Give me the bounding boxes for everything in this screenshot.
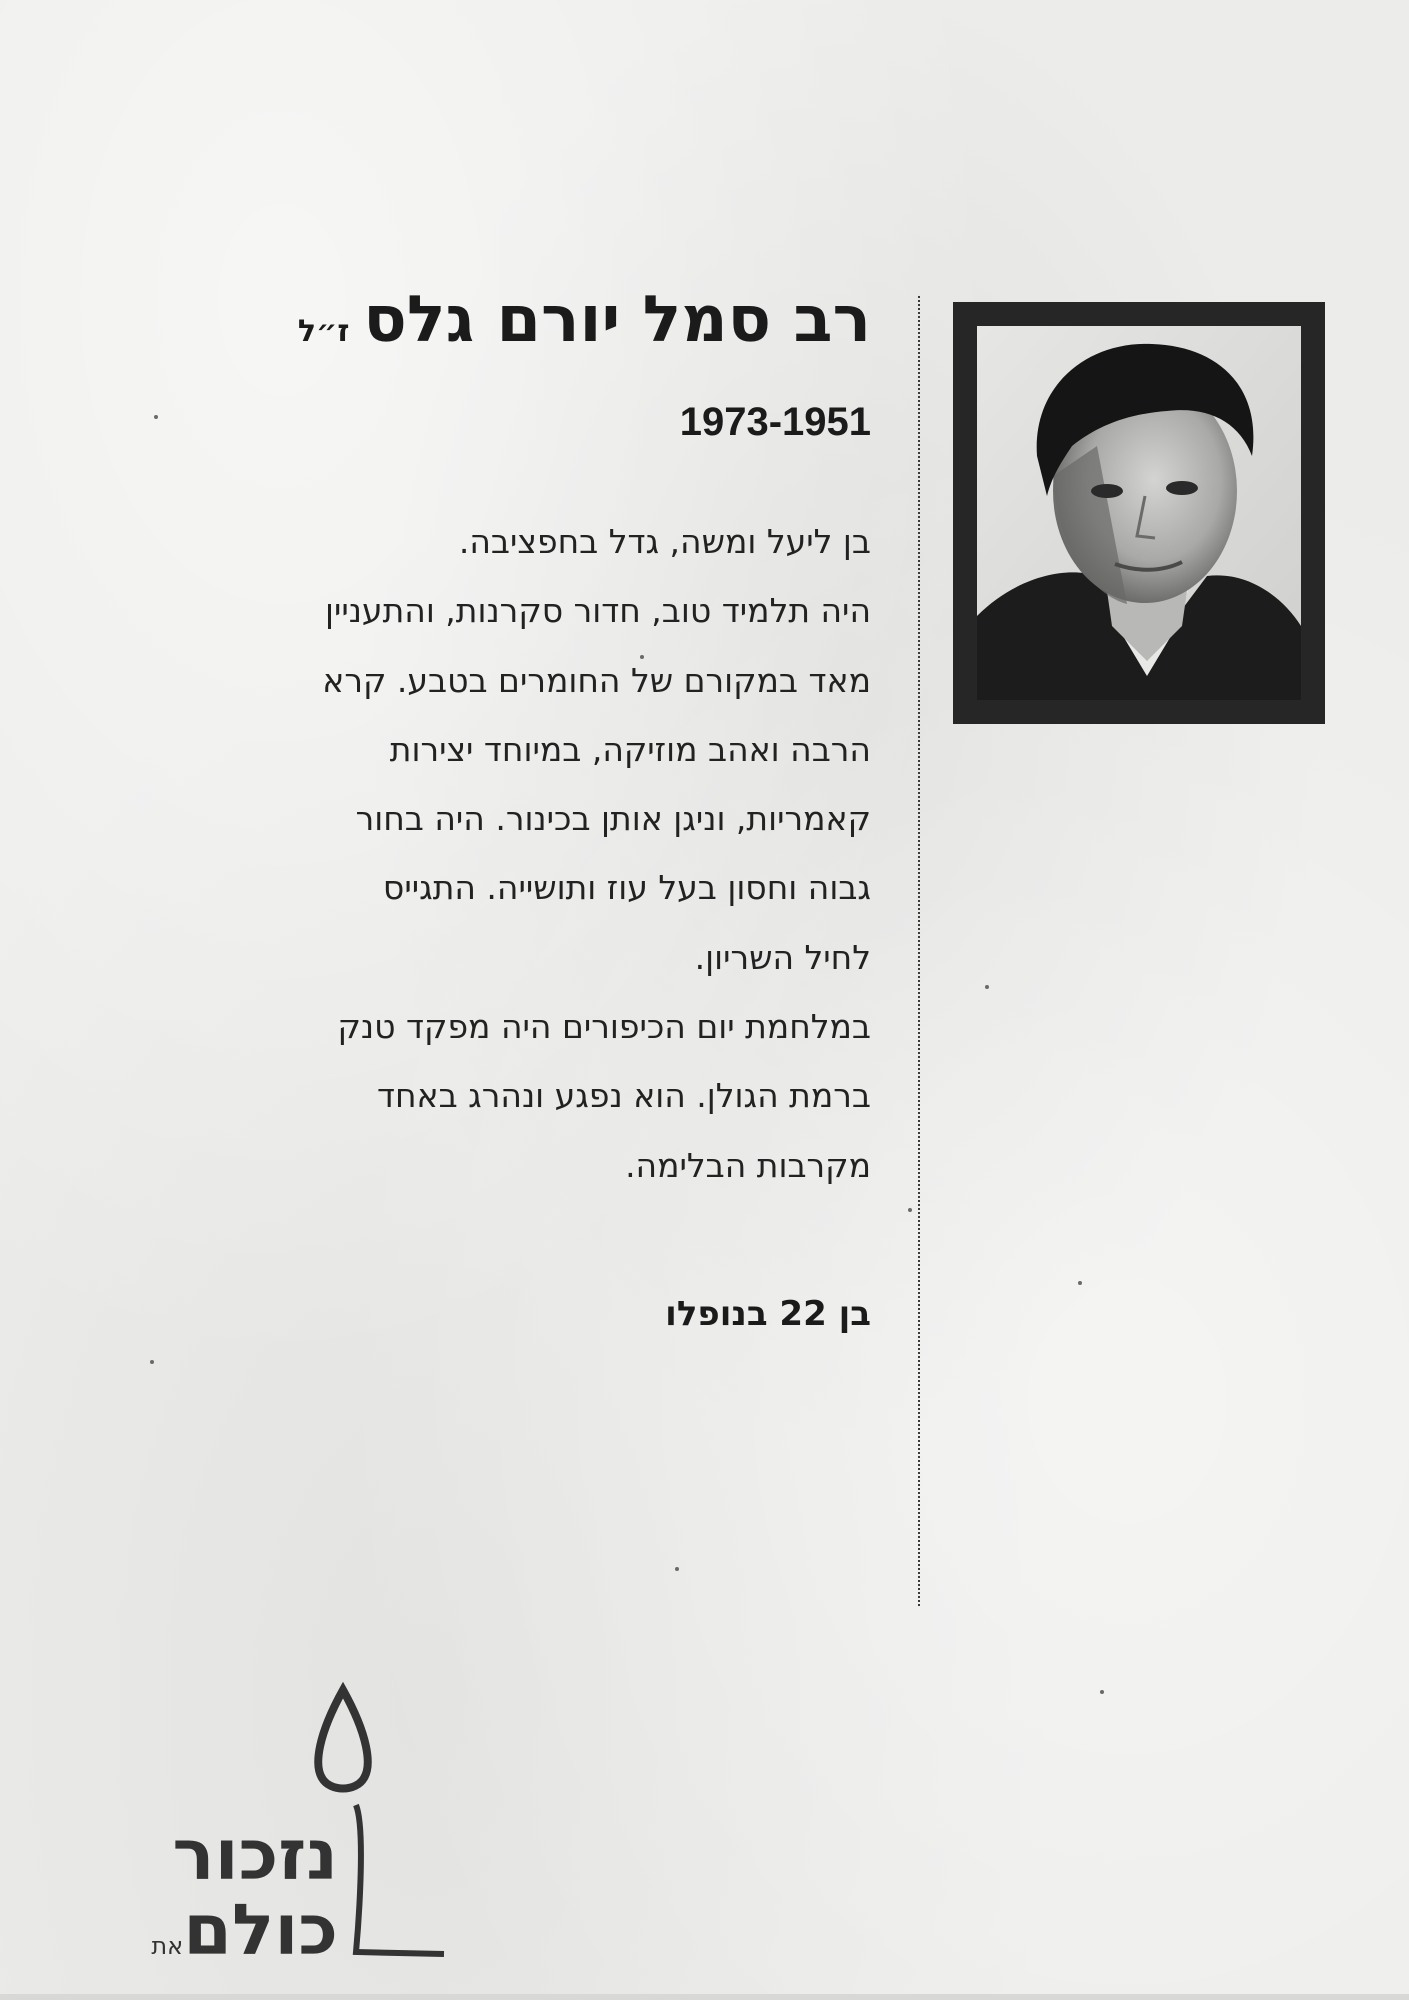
logo-word-all: כולם: [183, 1889, 338, 1971]
remember-them-all-logo: [118, 1680, 448, 1970]
bio-line: מקרבות הבלימה.: [625, 1145, 871, 1185]
paper-speck: [154, 415, 158, 419]
age-at-death: בן 22 בנופלו: [665, 1294, 871, 1334]
portrait-image: [977, 326, 1301, 700]
bio-line: לחיל השריון.: [694, 937, 871, 977]
bio-line: הרבה ואהב מוזיקה, במיוחד יצירות: [389, 729, 871, 769]
memorial-title: [171, 275, 871, 377]
paper-speck: [1078, 1281, 1082, 1285]
soldier-name: רב סמל יורם גלס: [363, 283, 871, 357]
portrait-photo: [953, 302, 1325, 724]
dotted-divider: [918, 296, 920, 1606]
logo-word-remember: נזכור: [172, 1814, 338, 1896]
honorific: ז״ל: [297, 314, 350, 349]
bio-line: היה תלמיד טוב, חדור סקרנות, והתעניין: [324, 591, 871, 631]
paper-speck: [1100, 1690, 1104, 1694]
bio-line: מאד במקורם של החומרים בטבע. קרא: [322, 660, 871, 700]
paper-speck: [908, 1208, 912, 1212]
biography: [191, 507, 871, 1200]
paper-speck: [150, 1360, 154, 1364]
bio-line: במלחמת יום הכיפורים היה מפקד טנק: [337, 1007, 871, 1047]
paper-bottom-edge: [0, 1994, 1409, 2000]
bio-line: קאמריות, וניגן אותן בכינור. היה בחור: [355, 799, 871, 839]
logo-word-et: את: [151, 1932, 184, 1960]
bio-line: בן ליעל ומשה, גדל בחפציבה.: [458, 522, 871, 561]
logo-line-all: [118, 1890, 338, 1986]
bio-line: גבוה וחסון בעל עוז ותושייה. התגייס: [382, 868, 871, 908]
paper-speck: [675, 1567, 679, 1571]
life-years: 1973-1951: [679, 400, 871, 444]
bio-line: ברמת הגולן. הוא נפגע ונהרג באחד: [376, 1076, 871, 1116]
paper-speck: [985, 985, 989, 989]
